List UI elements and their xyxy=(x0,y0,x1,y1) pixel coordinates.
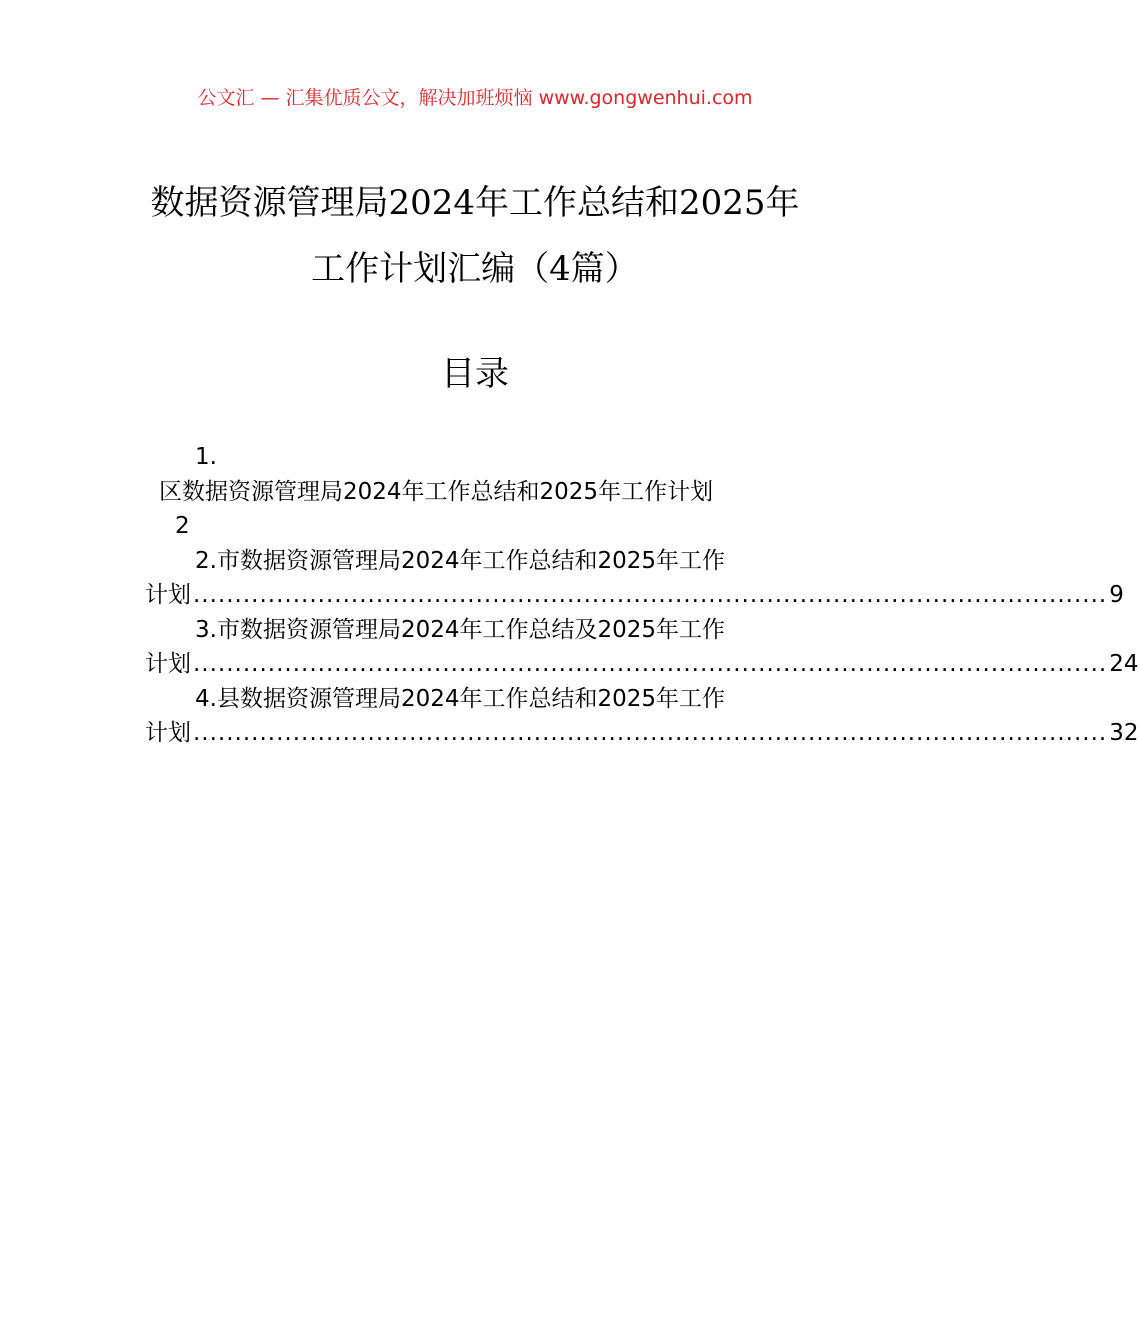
toc-entry-4-title[interactable]: 4.县数据资源管理局2024年工作总结和2025年工作 xyxy=(195,685,726,712)
toc-entry-2-page: 9 xyxy=(1109,582,1124,608)
toc-entry-3-title[interactable]: 3.市数据资源管理局2024年工作总结及2025年工作 xyxy=(195,616,726,643)
toc-leader-dots: .............................................................................................................. xyxy=(193,651,1108,677)
toc-heading: 目录 xyxy=(441,354,509,394)
document-title-line-2: 工作计划汇编（4篇） xyxy=(311,249,639,289)
toc-entry-1-number[interactable]: 1. xyxy=(195,444,217,470)
toc-leader-dots: .............................................................................................................. xyxy=(193,582,1108,608)
watermark-header[interactable]: 公文汇 — 汇集优质公文，解决加班烦恼 www.gongwenhui.com xyxy=(197,87,753,109)
toc-entry-3-title-continued: 计划 xyxy=(145,651,191,677)
toc-entry-1-page[interactable]: 2 xyxy=(175,513,190,539)
toc-entry-4-leader-row[interactable] xyxy=(145,716,1139,751)
toc-entry-4-title-continued: 计划 xyxy=(145,720,191,746)
toc-entry-1-title[interactable]: 区数据资源管理局2024年工作总结和2025年工作计划 xyxy=(159,478,714,505)
toc-entry-3-leader-row[interactable] xyxy=(145,647,1139,682)
toc-entry-2-title-continued: 计划 xyxy=(145,582,191,608)
document-title xyxy=(130,170,820,302)
toc-entry-2-leader-row[interactable] xyxy=(145,578,1124,613)
toc-entry-4-page: 32 xyxy=(1109,720,1139,746)
toc-entry-3-page: 24 xyxy=(1109,651,1139,677)
document-title-line-1: 数据资源管理局2024年工作总结和2025年 xyxy=(150,183,800,223)
table-of-contents xyxy=(145,440,1139,751)
toc-entry-2-title[interactable]: 2.市数据资源管理局2024年工作总结和2025年工作 xyxy=(195,547,726,574)
toc-leader-dots: .............................................................................................................. xyxy=(193,720,1108,746)
